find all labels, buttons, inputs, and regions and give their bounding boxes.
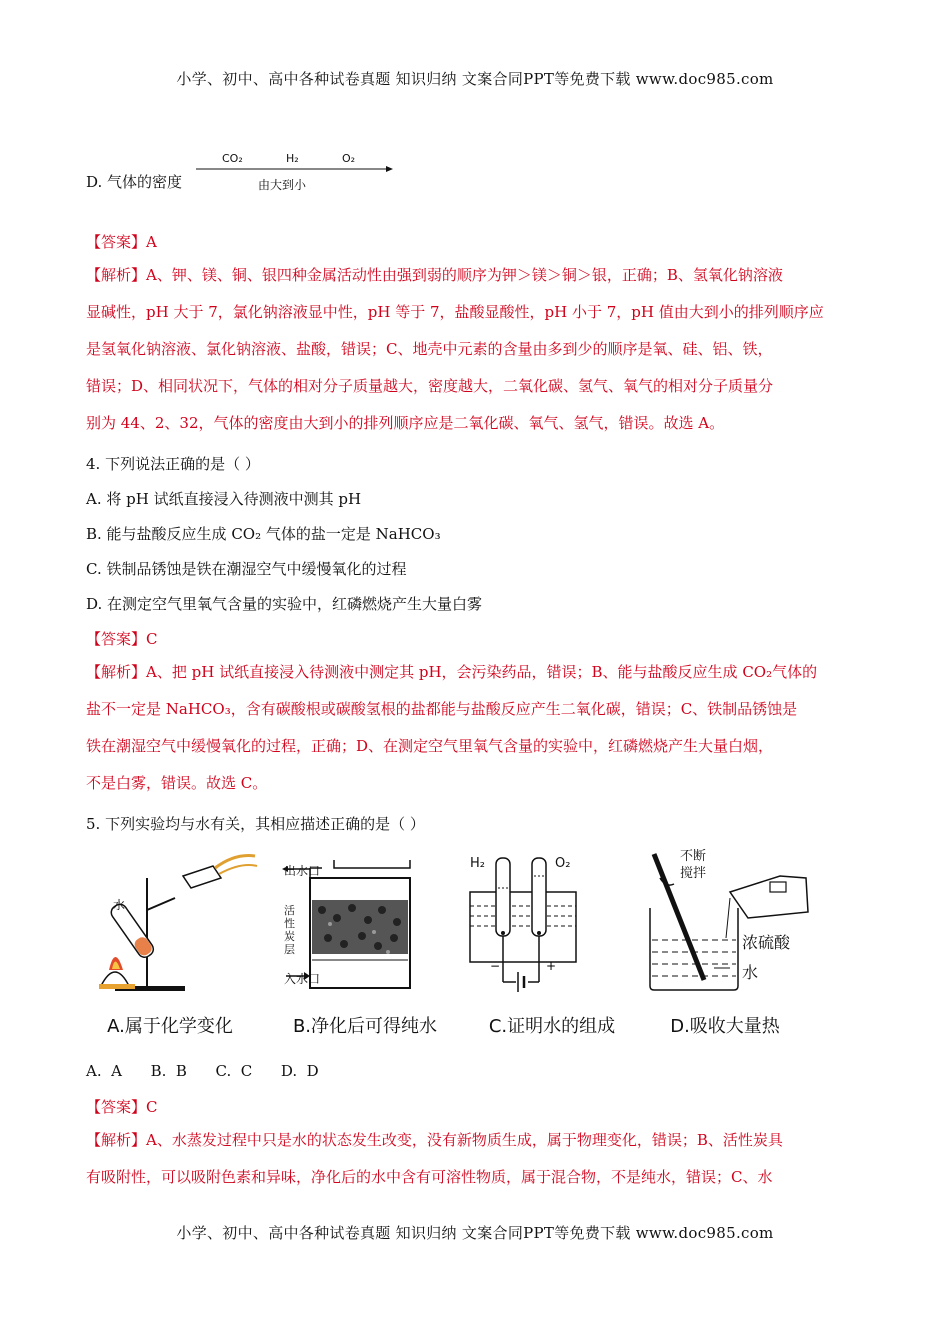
explain-line: 盐不一定是 NaHCO₃，含有碳酸根或碳酸氢根的盐都能与盐酸反应产生二氧化碳，错误；C、铁制品锈蚀是 [86,700,798,718]
figure-a-label-water: 水 [113,898,126,912]
q5-stem: 5. 下列实验均与水有关，其相应描述正确的是（ ） [86,815,425,833]
figure-c-caption: C.证明水的组成 [488,1016,616,1037]
axis-item-co2: CO₂ [222,152,243,165]
answer-value: A [146,233,157,251]
q3-answer [86,232,157,252]
figure-d-label-stir: 不断搅拌 [680,849,707,881]
figure-b-label-inlet: 入水口 [284,972,321,986]
explain-line: 别为 44、2、32，气体的密度由大到小的排列顺序应是二氧化碳、氧气、氢气，错误。故选 A。 [86,414,725,432]
q5-choices: A. A B. B C. C D. D [86,1062,319,1080]
explain-line: A、水蒸发过程中只是水的状态发生改变，没有新物质生成，属于物理变化，错误；B、活性炭具 [146,1131,783,1149]
explain-tag: 【解析】 [86,663,147,681]
q4-option-c: C. 铁制品锈蚀是铁在潮湿空气中缓慢氧化的过程 [86,560,407,578]
figure-b-caption: B.净化后可得纯水 [292,1016,438,1037]
q4-stem: 4. 下列说法正确的是（ ） [86,455,260,473]
page-footer: 小学、初中、高中各种试卷真题 知识归纳 文案合同PPT等免费下载 www.doc985.com [176,1224,774,1242]
explain-line: 不是白雾，错误。故选 C。 [86,774,268,792]
svg-text:+: + [546,959,557,973]
explain-line: 铁在潮湿空气中缓慢氧化的过程，正确；D、在测定空气里氧气含量的实验中，红磷燃烧产生大量白烟， [86,737,774,755]
figure-c-label-o2: O₂ [555,856,571,871]
answer-tag: 【答案】 [86,233,147,251]
svg-text:−: − [490,959,501,973]
explain-line: 是氢氧化钠溶液、氯化钠溶液、盐酸，错误；C、地壳中元素的含量由多到少的顺序是氧、硅、铝、铁， [86,340,773,358]
figure-a-illustration [95,848,265,996]
figure-a-caption: A.属于化学变化 [107,1016,233,1037]
q5-answer [86,1097,158,1117]
explain-line: 显碱性，pH 大于 7，氯化钠溶液显中性，pH 等于 7，盐酸显酸性，pH 小于 7，pH 值由大到小的排列顺序应 [86,303,824,321]
answer-tag: 【答案】 [86,1098,147,1116]
answer-value: C [146,630,158,648]
figure-d-caption: D.吸收大量热 [670,1016,780,1037]
explain-tag: 【解析】 [86,266,147,284]
q3-option-d: D. 气体的密度 [86,173,183,191]
explain-line: 有吸附性，可以吸附色素和异味，净化后的水中含有可溶性物质，属于混合物，不是纯水，错误；C、水 [86,1168,773,1186]
figure-b-label-outlet: 出水口 [284,864,321,878]
explain-line: A、把 pH 试纸直接浸入待测液中测定其 pH，会污染药品，错误；B、能与盐酸反应生成 CO₂气体的 [146,663,818,681]
axis-item-o2: O₂ [342,152,356,165]
axis-item-h2: H₂ [286,152,299,165]
q4-option-b: B. 能与盐酸反应生成 CO₂ 气体的盐一定是 NaHCO₃ [86,525,441,543]
q5-explanation [86,1122,866,1196]
q4-explanation [86,654,866,802]
q4-option-a: A. 将 pH 试纸直接浸入待测液中测其 pH [86,490,362,508]
figure-d-label-water: 水 [742,963,759,982]
page-header: 小学、初中、高中各种试卷真题 知识归纳 文案合同PPT等免费下载 www.doc985.com [176,70,774,88]
q4-answer [86,629,158,649]
figure-d-illustration [630,848,830,996]
explain-line: 错误；D、相同状况下，气体的相对分子质量越大，密度越大，二氧化碳、氢气、氧气的相对分子质量分 [86,377,774,395]
figure-d-label-acid: 浓硫酸 [742,933,791,952]
q4-option-d: D. 在测定空气里氧气含量的实验中，红磷燃烧产生大量白雾 [86,595,483,613]
figure-b-label-carbon: 活性炭层 [284,904,295,956]
answer-tag: 【答案】 [86,630,147,648]
figure-c-label-h2: H₂ [470,856,485,871]
q3-explanation [86,257,866,442]
explain-tag: 【解析】 [86,1131,147,1149]
axis-caption: 由大到小 [258,178,307,192]
explain-line: A、钾、镁、铜、银四种金属活动性由强到弱的顺序为钾＞镁＞铜＞银，正确；B、氢氧化钠溶液 [146,266,783,284]
answer-value: C [146,1098,158,1116]
